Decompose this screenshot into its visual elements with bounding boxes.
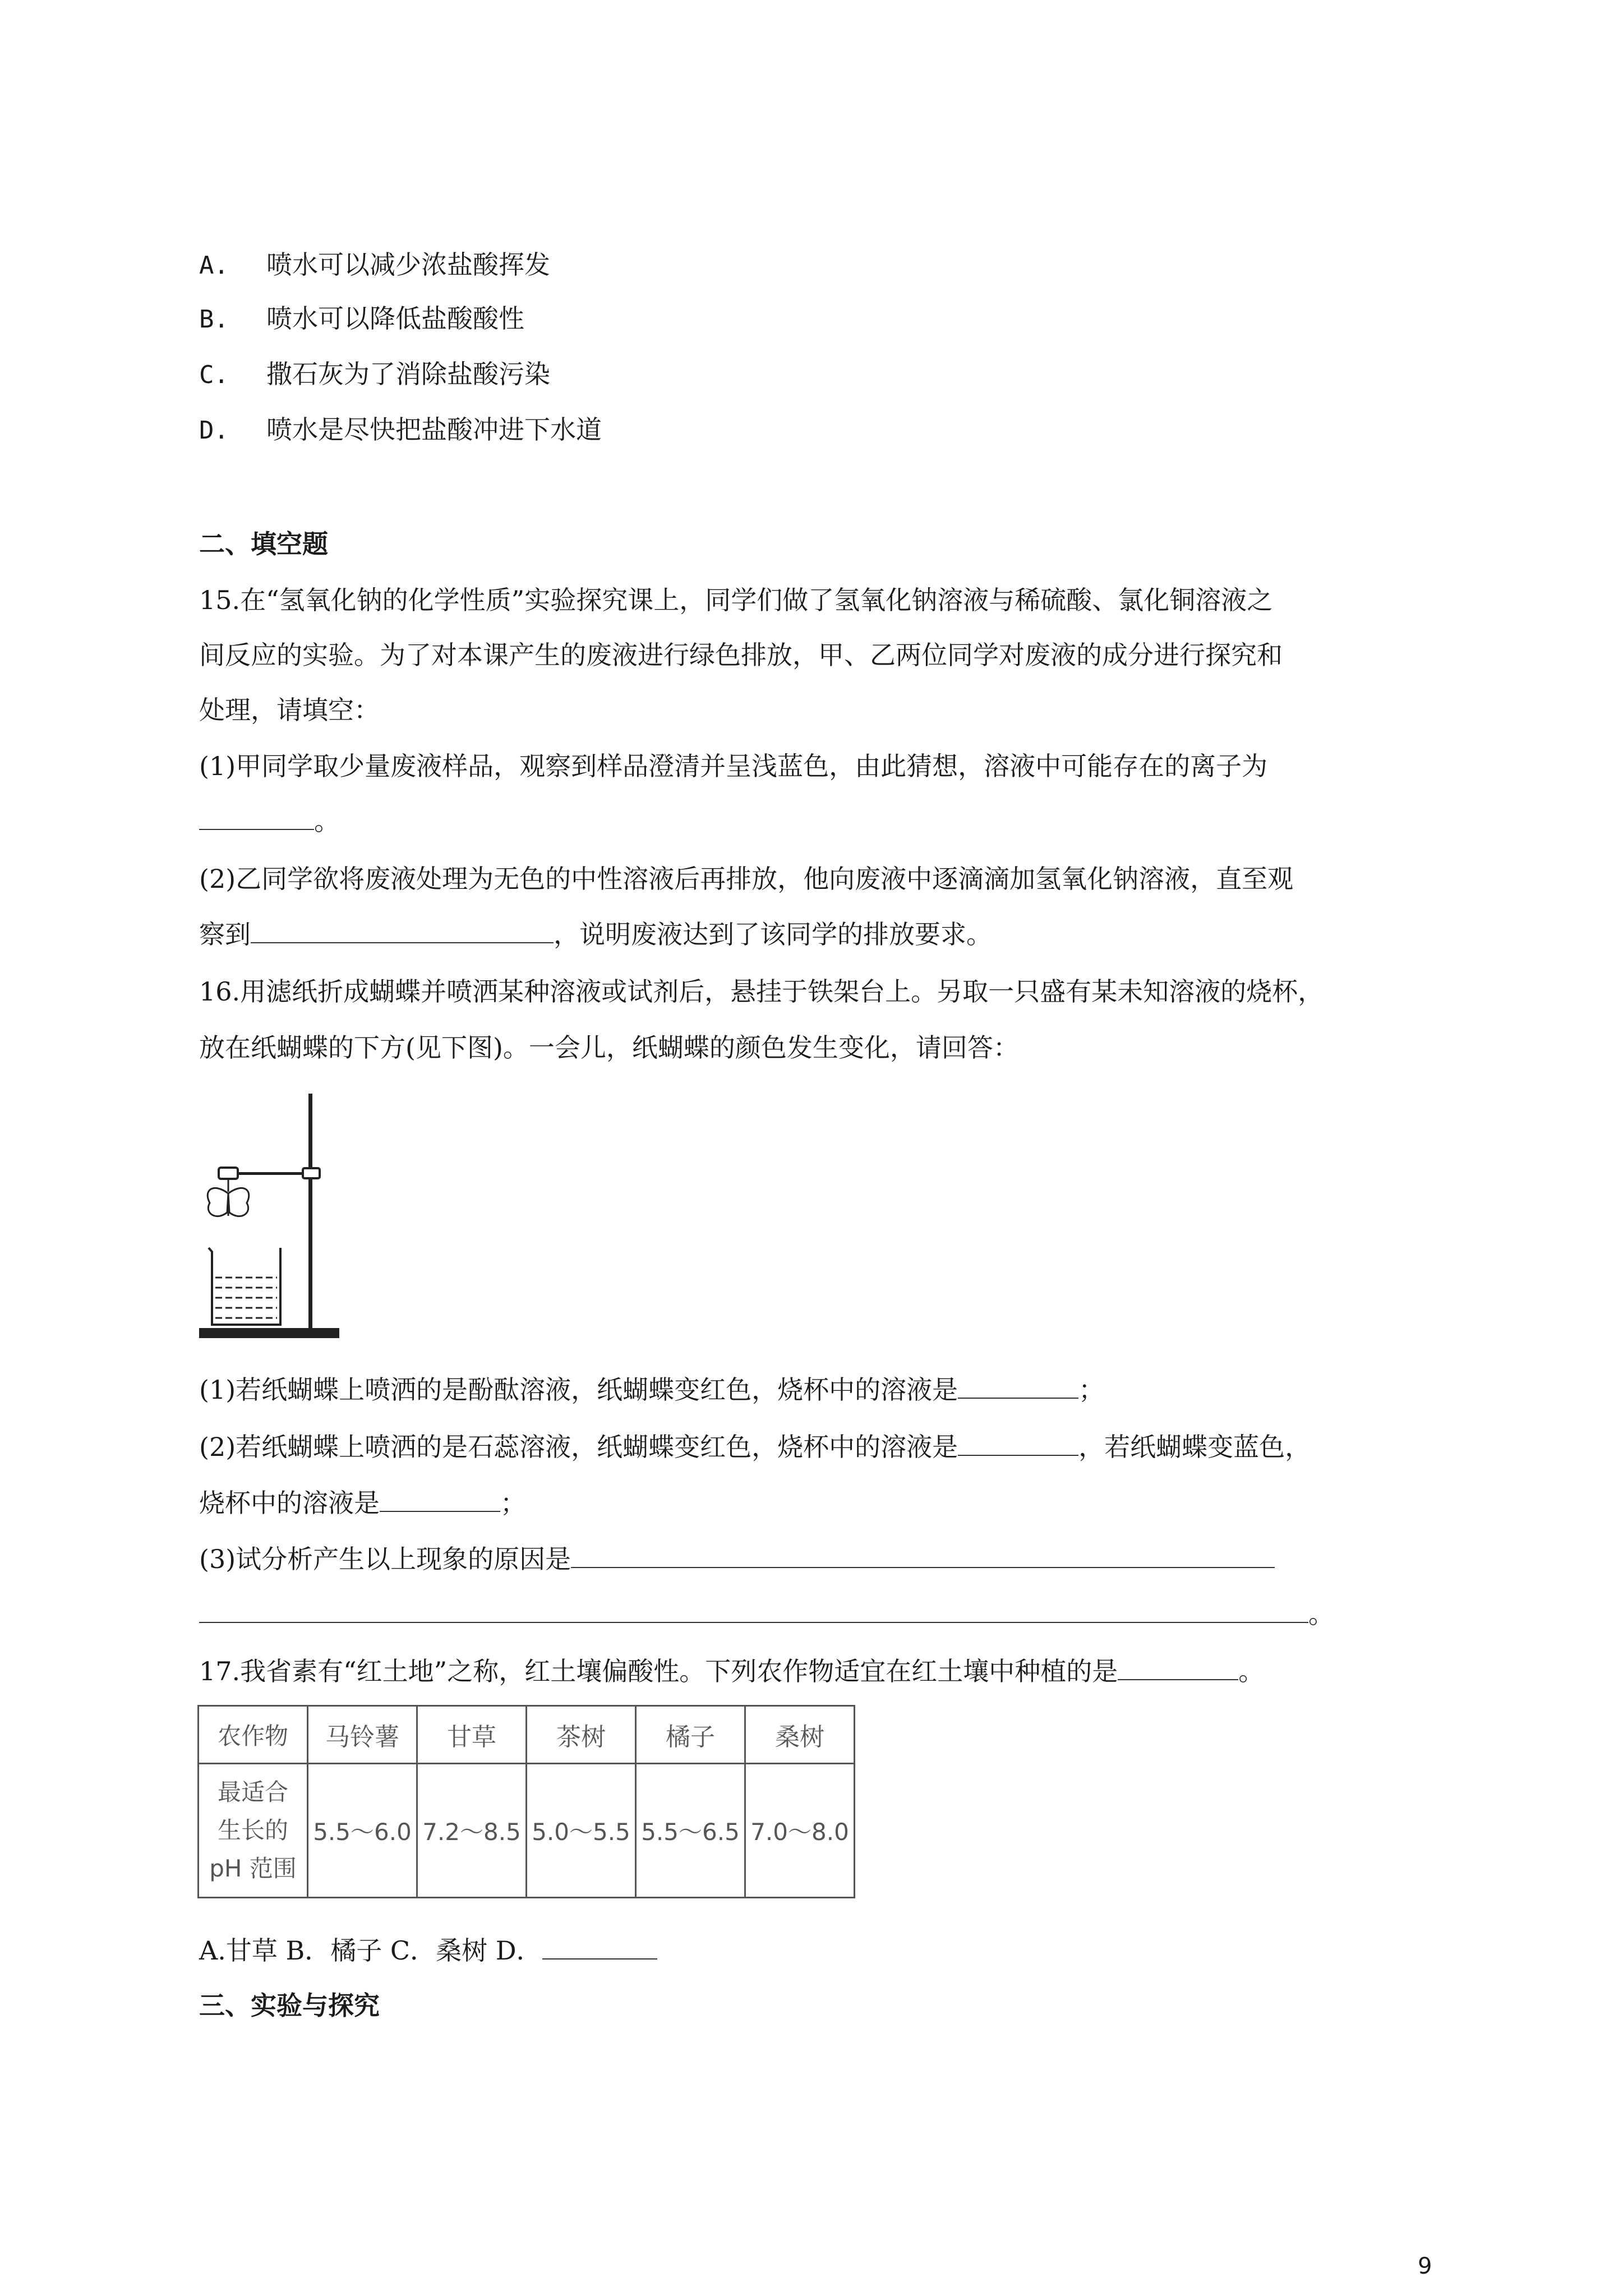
table-header-cell: 橘子 — [636, 1706, 745, 1764]
punctuation: 。 — [314, 806, 340, 836]
table-header-cell: 茶树 — [527, 1706, 636, 1764]
section-heading-experiment: 三、实验与探究 — [199, 1990, 380, 2021]
q16-part-3 — [199, 1542, 1275, 1576]
row-label-line: 最适合 — [217, 1778, 288, 1806]
table-cell: 5.0～5.5 — [527, 1764, 636, 1898]
answer-blank[interactable] — [958, 1433, 1078, 1456]
table-cell: 7.0～8.0 — [745, 1764, 855, 1898]
option-b — [199, 302, 524, 336]
option-text: 撒石灰为了消除盐酸污染 — [266, 359, 550, 389]
punctuation: ； — [1078, 1375, 1105, 1405]
clamp-holder — [219, 1168, 238, 1179]
option-letter: D. — [199, 416, 229, 445]
option-letter: C. — [199, 361, 229, 389]
stand-base — [199, 1328, 339, 1338]
answer-blank[interactable] — [199, 808, 314, 830]
punctuation: ； — [500, 1488, 526, 1518]
punctuation: 。 — [1308, 1599, 1334, 1629]
answer-blank[interactable] — [958, 1376, 1078, 1399]
clamp-knob — [303, 1168, 320, 1178]
answer-blank[interactable] — [1118, 1658, 1238, 1680]
q15-line-2: 间反应的实验。为了对本课产生的废液进行绿色排放，甲、乙两位同学对废液的成分进行探究和 — [199, 640, 1283, 670]
punctuation: 。 — [1238, 1656, 1265, 1686]
table-header-cell: 甘草 — [417, 1706, 527, 1764]
beaker — [209, 1248, 280, 1325]
q15-part-2b-text: 察到 — [199, 919, 251, 949]
option-text: 喷水是尽快把盐酸冲进下水道 — [266, 414, 602, 445]
q15-part-1: (1)甲同学取少量废液样品，观察到样品澄清并呈浅蓝色，由此猜想，溶液中可能存在的离子为 — [199, 751, 1268, 781]
table-header-row — [199, 1706, 855, 1764]
q15-part-1-answer-line — [199, 804, 340, 838]
q17-question — [199, 1654, 1264, 1688]
page-number: 9 — [1418, 2253, 1432, 2279]
q17-choices-text: A.甘草 B．橘子 C．桑树 D． — [199, 1935, 542, 1966]
row-label-line: 生长的 — [217, 1816, 288, 1844]
answer-blank[interactable] — [199, 1601, 1308, 1623]
section-heading-fill-in: 二、填空题 — [199, 529, 328, 559]
q16-part-2b — [199, 1486, 526, 1520]
option-text: 喷水可以减少浓盐酸挥发 — [266, 250, 550, 280]
table-row-label — [199, 1764, 308, 1898]
q15-line-3: 处理，请填空： — [199, 695, 380, 725]
table-row — [199, 1764, 855, 1898]
stand-rod — [308, 1094, 312, 1329]
q15-part-2a: (2)乙同学欲将废液处理为无色的中性溶液后再排放，他向废液中逐滴滴加氢氧化钠溶液，直至观 — [199, 864, 1294, 894]
q16-part-3-continuation — [199, 1597, 1334, 1631]
q16-part-1 — [199, 1373, 1104, 1407]
table-cell: 5.5～6.5 — [636, 1764, 745, 1898]
q16-line-1: 16.用滤纸折成蝴蝶并喷洒某种溶液或试剂后，悬挂于铁架台上。另取一只盛有某未知溶液的烧杯， — [199, 976, 1324, 1007]
iron-stand-figure — [196, 1088, 342, 1346]
q16-part-1-text: (1)若纸蝴蝶上喷洒的是酚酞溶液，纸蝴蝶变红色，烧杯中的溶液是 — [199, 1375, 958, 1405]
option-letter: B. — [199, 305, 229, 334]
q16-part-2a-end: ，若纸蝴蝶变蓝色， — [1078, 1432, 1311, 1462]
answer-blank[interactable] — [380, 1490, 500, 1512]
q16-part-2b-text: 烧杯中的溶液是 — [199, 1488, 380, 1518]
answer-blank[interactable] — [571, 1546, 1275, 1568]
table-cell: 7.2～8.5 — [417, 1764, 527, 1898]
option-letter: A. — [199, 251, 229, 280]
table-header-cell: 桑树 — [745, 1706, 855, 1764]
answer-blank[interactable] — [542, 1937, 657, 1960]
q15-part-2b — [199, 918, 992, 951]
row-label-line: pH 范围 — [209, 1855, 297, 1882]
paper-butterfly — [208, 1188, 249, 1216]
q17-choices — [199, 1934, 657, 1967]
q16-part-2a-text: (2)若纸蝴蝶上喷洒的是石蕊溶液，纸蝴蝶变红色，烧杯中的溶液是 — [199, 1432, 958, 1462]
ph-range-table — [197, 1705, 855, 1898]
table-header-label: 农作物 — [199, 1706, 308, 1764]
q17-text: 17.我省素有“红土地”之称，红土壤偏酸性。下列农作物适宜在红土壤中种植的是 — [199, 1656, 1118, 1686]
table-header-cell: 马铃薯 — [308, 1706, 417, 1764]
option-d — [199, 413, 602, 448]
q16-part-3-text: (3)试分析产生以上现象的原因是 — [199, 1544, 571, 1574]
q16-part-2a — [199, 1430, 1311, 1464]
option-text: 喷水可以降低盐酸酸性 — [266, 303, 524, 334]
q16-line-2: 放在纸蝴蝶的下方(见下图)。一会儿，纸蝴蝶的颜色发生变化，请回答： — [199, 1032, 1019, 1063]
option-a — [199, 248, 550, 283]
q15-part-2b-end: ，说明废液达到了该同学的排放要求。 — [554, 919, 992, 949]
answer-blank[interactable] — [251, 921, 554, 943]
q15-line-1: 15.在“氢氧化钠的化学性质”实验探究课上，同学们做了氢氧化钠溶液与稀硫酸、氯化铜溶液之 — [199, 585, 1273, 615]
table-cell: 5.5～6.0 — [308, 1764, 417, 1898]
option-c — [199, 357, 550, 392]
clamp-arm — [231, 1172, 310, 1175]
